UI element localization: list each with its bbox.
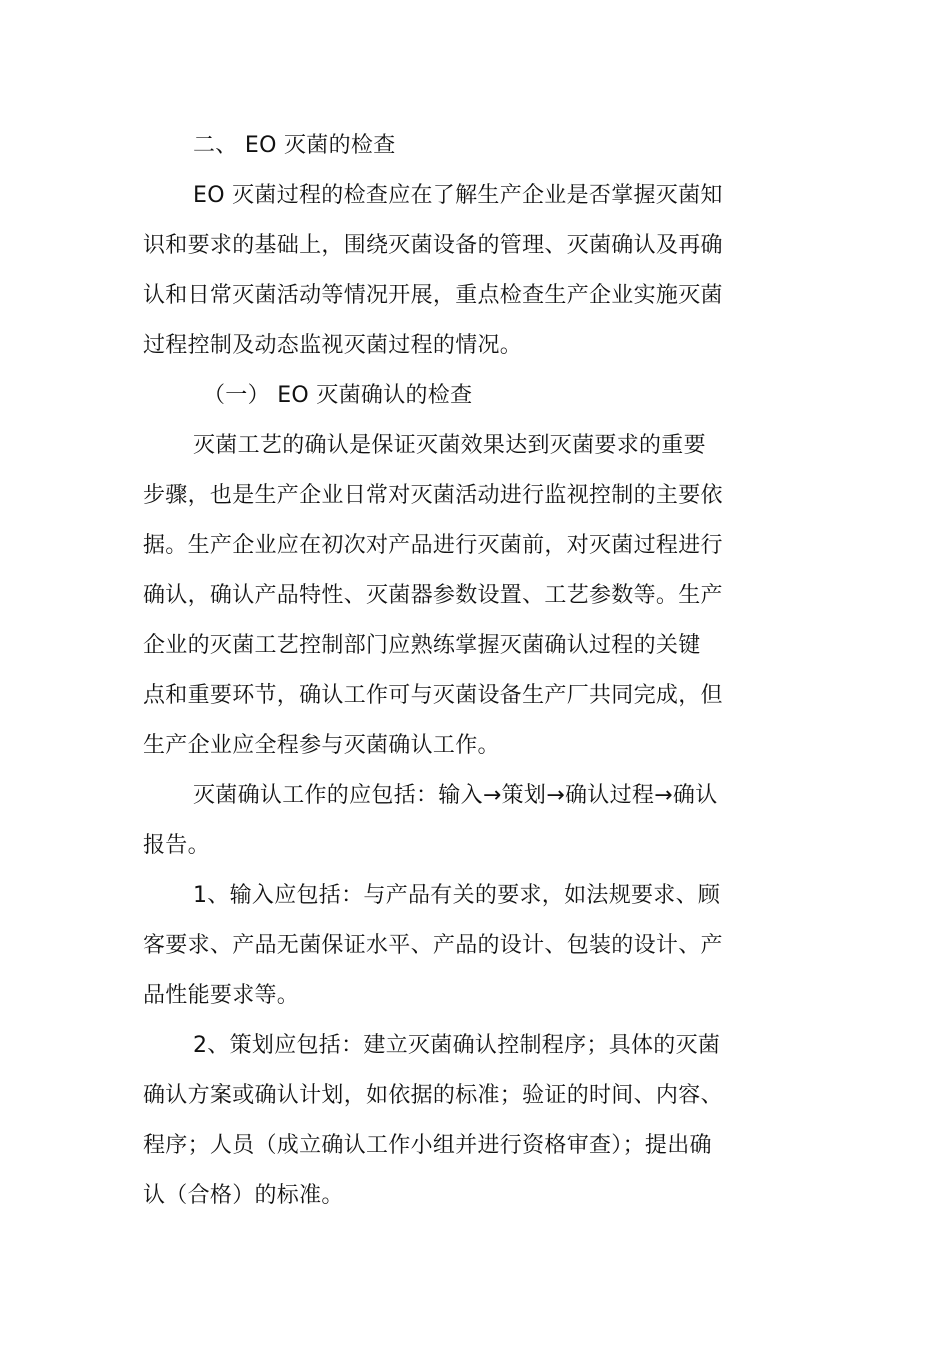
text-line: 1、输入应包括：与产品有关的要求，如法规要求、顾 — [193, 883, 721, 908]
text-line: 灭菌确认工作的应包括：输入→策划→确认过程→确认 — [193, 783, 718, 808]
text-line: 确认，确认产品特性、灭菌器参数设置、工艺参数等。生产 — [143, 583, 723, 608]
text-line: 点和重要环节，确认工作可与灭菌设备生产厂共同完成，但 — [143, 683, 723, 708]
text-line: 报告。 — [143, 833, 210, 858]
text-line: EO 灭菌过程的检查应在了解生产企业是否掌握灭菌知 — [193, 183, 723, 208]
text-line: 企业的灭菌工艺控制部门应熟练掌握灭菌确认过程的关键 — [143, 633, 701, 658]
text-line: 灭菌工艺的确认是保证灭菌效果达到灭菌要求的重要 — [193, 433, 706, 458]
text-line: 认（合格）的标准。 — [143, 1183, 344, 1208]
text-line: 过程控制及动态监视灭菌过程的情况。 — [143, 333, 523, 358]
text-line: 据。生产企业应在初次对产品进行灭菌前，对灭菌过程进行 — [143, 533, 723, 558]
text-line: 识和要求的基础上，围绕灭菌设备的管理、灭菌确认及再确 — [143, 233, 723, 258]
section-heading: 二、 EO 灭菌的检查 — [193, 133, 396, 158]
text-line: 客要求、产品无菌保证水平、产品的设计、包装的设计、产 — [143, 933, 723, 958]
text-line: 生产企业应全程参与灭菌确认工作。 — [143, 733, 500, 758]
subsection-heading: （一） EO 灭菌确认的检查 — [203, 383, 473, 408]
text-line: 确认方案或确认计划，如依据的标准；验证的时间、内容、 — [143, 1083, 723, 1108]
text-line: 程序；人员（成立确认工作小组并进行资格审查）；提出确 — [143, 1133, 712, 1158]
text-line: 步骤，也是生产企业日常对灭菌活动进行监视控制的主要依 — [143, 483, 723, 508]
text-line: 2、策划应包括：建立灭菌确认控制程序；具体的灭菌 — [193, 1033, 721, 1058]
text-line: 品性能要求等。 — [143, 983, 300, 1008]
text-line: 认和日常灭菌活动等情况开展，重点检查生产企业实施灭菌 — [143, 283, 723, 308]
